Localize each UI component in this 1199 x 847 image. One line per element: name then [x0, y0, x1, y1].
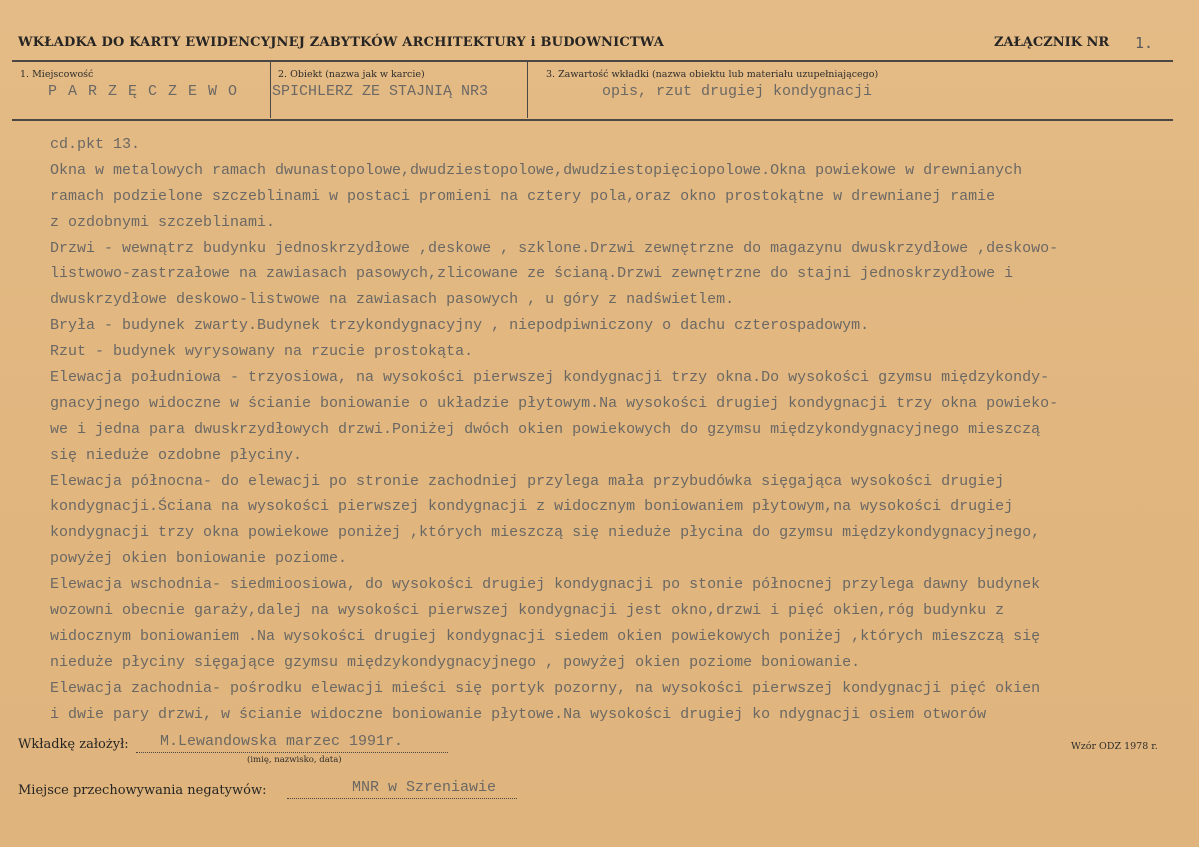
body-line: się nieduże ozdobne płyciny.: [50, 446, 303, 464]
annex-label: ZAŁĄCZNIK NR: [994, 35, 1110, 50]
body-line: gnacyjnego widoczne w ścianie boniowanie o układzie płytowym.Na wysokości drugiej kondygnacji trzy okna powieko-: [50, 394, 1059, 412]
content-value: opis, rzut drugiej kondygnacji: [602, 83, 873, 100]
place-label: 1. Miejscowość: [20, 69, 94, 80]
body-line: Elewacja północna- do elewacji po stronie zachodniej przylega mała przybudówka sięgająca wysokości drugiej: [50, 472, 1005, 490]
field-divider-1: [270, 62, 271, 118]
body-line: we i jedna para dwuskrzydłowych drzwi.Poniżej dwóch okien powiekowych do gzymsu międzykondygnacyjnego mieszczą: [50, 420, 1041, 438]
description-body: [50, 132, 1190, 727]
annex-number: 1.: [1135, 34, 1154, 52]
object-label: 2. Obiekt (nazwa jak w karcie): [278, 69, 425, 80]
field-divider-2: [527, 62, 528, 118]
author-dotted-line: [136, 751, 448, 753]
body-line: Bryła - budynek zwarty.Budynek trzykondygnacyjny , niepodpiwniczony o dachu czterospadowym.: [50, 317, 870, 335]
body-line: nieduże płyciny sięgające gzymsu międzykondygnacyjnego , powyżej okien poziome boniowanie.: [50, 653, 861, 671]
fields-bottom-rule: [12, 119, 1173, 121]
author-hint: (imię, nazwisko, data): [247, 755, 342, 765]
content-label: 3. Zawartość wkładki (nazwa obiektu lub materiału uzupełniającego): [546, 69, 879, 80]
body-line: powyżej okien boniowanie poziome.: [50, 550, 348, 568]
body-line: ramach podzielone szczeblinami w postaci promieni na cztery pola,oraz okno prostokątne w drewnianej ramie: [50, 187, 996, 205]
body-line: wozowni obecnie garaży,dalej na wysokości pierwszej kondygnacji jest okno,drzwi i pięć okien,róg budynku z: [50, 602, 1005, 620]
body-line: cd.pkt 13.: [50, 136, 141, 153]
body-line: Okna w metalowych ramach dwunastopolowe,dwudziestopolowe,dwudziestopięciopolowe.Okna powiekowe w drewnianych: [50, 161, 1023, 179]
body-line: Elewacja zachodnia- pośrodku elewacji mieści się portyk pozorny, na wysokości pierwszej kondygnacji pięć okien: [50, 679, 1041, 697]
body-line: Elewacja południowa - trzyosiowa, na wysokości pierwszej kondygnacji trzy okna.Do wysokości gzymsu międzykondy-: [50, 369, 1050, 387]
author-label: Wkładkę założył:: [18, 737, 129, 752]
negatives-dotted-line: [287, 797, 517, 799]
body-line: Elewacja wschodnia- siedmioosiowa, do wysokości drugiej kondygnacji po stonie północnej przylega dawny budynek: [50, 576, 1041, 594]
body-line: Drzwi - wewnątrz budynku jednoskrzydłowe ,deskowe , szklone.Drzwi zewnętrzne do magazynu dwuskrzydłowe ,deskowo-: [50, 239, 1059, 257]
body-line: i dwie pary drzwi, w ścianie widoczne boniowanie płytowe.Na wysokości drugiej ko ndygnacji osiem otworów: [50, 705, 987, 723]
form-code: Wzór ODZ 1978 r.: [1071, 741, 1158, 752]
place-value: PARZĘCZEWO: [48, 83, 249, 100]
body-line: widocznym boniowaniem .Na wysokości drugiej kondygnacji siedem okien powiekowych poniżej ,których mieszczą się: [50, 627, 1041, 645]
negatives-value: MNR w Szreniawie: [352, 779, 497, 796]
body-line: Rzut - budynek wyrysowany na rzucie prostokąta.: [50, 343, 474, 361]
body-line: listwowo-zastrzałowe na zawiasach pasowych,zlicowane ze ścianą.Drzwi zewnętrzne do stajni jednoskrzydłowe i: [50, 265, 1014, 283]
author-value: M.Lewandowska marzec 1991r.: [160, 733, 404, 750]
top-rule: [12, 60, 1173, 62]
body-line: kondygnacji.Ściana na wysokości pierwszej kondygnacji z widocznym boniowaniem płytowym,na wysokości drugiej: [50, 498, 1014, 516]
form-title: WKŁADKA DO KARTY EWIDENCYJNEJ ZABYTKÓW ARCHITEKTURY i BUDOWNICTWA: [18, 35, 665, 50]
negatives-label: Miejsce przechowywania negatywów:: [18, 783, 267, 798]
object-value: SPICHLERZ ZE STAJNIĄ NR3: [272, 83, 489, 100]
body-line: dwuskrzydłowe deskowo-listwowe na zawiasach pasowych , u góry z nadświetlem.: [50, 291, 735, 309]
body-line: kondygnacji trzy okna powiekowe poniżej ,których mieszczą się nieduże płycina do gzymsu międzykondygnacyjnego,: [50, 524, 1041, 542]
body-line: z ozdobnymi szczeblinami.: [50, 213, 276, 231]
